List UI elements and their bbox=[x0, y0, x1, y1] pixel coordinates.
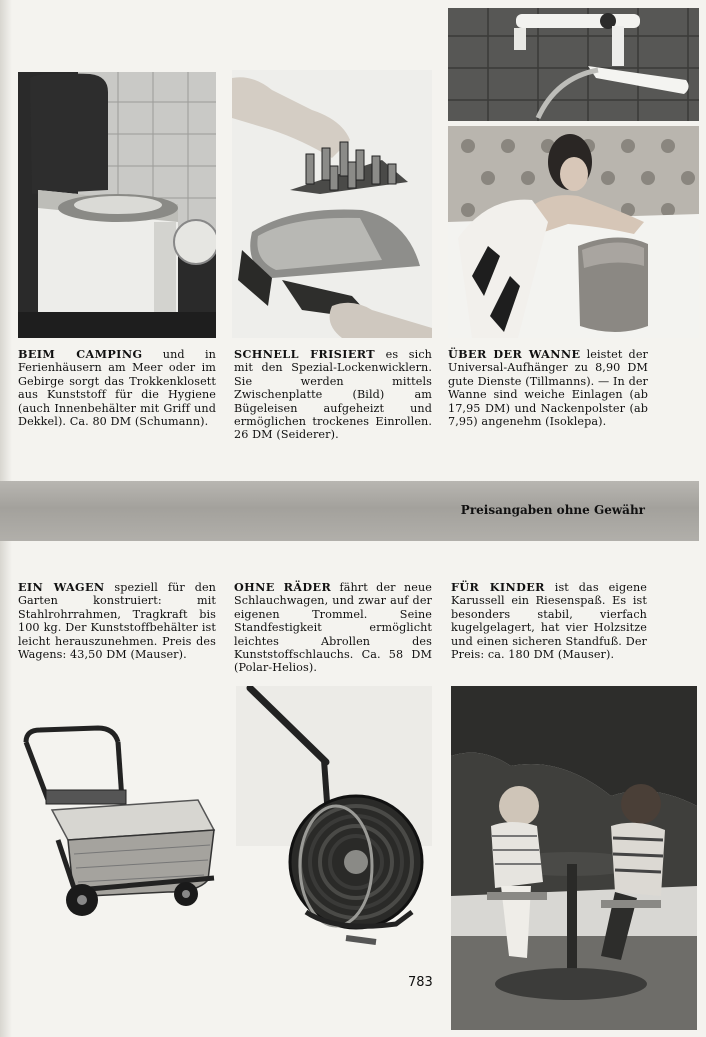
caption-frisiert bbox=[234, 348, 432, 442]
price-disclaimer-banner bbox=[0, 481, 699, 541]
banner-text: Preisangaben ohne Gewähr bbox=[460, 503, 645, 517]
caption-body: speziell für den Garten konstruiert: mit Stahlrohrrahmen, Tragkraft bis 100 kg. Der Kunststoffbehälter ist leicht herauszunehmen. Preis des Wagens: 43,50 DM (Mauser). bbox=[18, 581, 216, 662]
caption-body: es sich mit den Spezial-Lockenwicklern. Sie werden mittels Zwischenplatte (Bild) am Bügeleisen aufgeheizt und ermöglichen trockenes Einrollen. 26 DM (Seiderer). bbox=[234, 348, 432, 442]
caption-wagen bbox=[18, 581, 216, 661]
caption-heading: OHNE RÄDER bbox=[234, 580, 332, 594]
photo-woman-bathtub bbox=[448, 126, 699, 338]
photo-wall-hanger bbox=[448, 8, 699, 121]
caption-body: fährt der neue Schlauchwagen, und zwar auf der eigenen Trommel. Seine Standfestigkeit ermöglicht leichtes Abrollen des Kunststoffschlauchs. Ca. 58 DM (Polar-Helios). bbox=[234, 581, 433, 675]
caption-wanne bbox=[448, 348, 648, 428]
photo-curler-iron bbox=[232, 70, 432, 338]
caption-body: und in Ferienhäusern am Meer oder im Gebirge sorgt das Trokkenklosett aus Kunststoff für die Hygiene (auch Innenbehälter mit Griff und Dekkel). Ca. 80 DM (Schumann). bbox=[18, 348, 216, 429]
caption-heading: SCHNELL FRISIERT bbox=[234, 347, 376, 361]
caption-camping bbox=[18, 348, 216, 428]
caption-heading: ÜBER DER WANNE bbox=[448, 347, 581, 361]
photo-garden-cart bbox=[18, 690, 218, 930]
caption-heading: EIN WAGEN bbox=[18, 580, 105, 594]
caption-heading: FÜR KINDER bbox=[451, 580, 545, 594]
photo-camping-toilet bbox=[18, 72, 216, 338]
photo-children-carousel bbox=[451, 686, 697, 1030]
caption-kinder bbox=[451, 581, 647, 661]
caption-body: leistet der Universal-Aufhänger zu 8,90 DM gute Dienste (Tillmanns). — In der Wanne sind weiche Einlagen (ab 17,95 DM) und Nackenpolster (ab 7,95) angenehm (Isoklepa). bbox=[448, 348, 648, 429]
page-number: 783 bbox=[408, 975, 433, 990]
photo-hose-reel bbox=[236, 686, 432, 954]
caption-raeder bbox=[234, 581, 432, 675]
caption-heading: BEIM CAMPING bbox=[18, 347, 143, 361]
caption-body: ist das eigene Karussell ein Riesenspaß. Es ist besonders stabil, vierfach kugelgelagert, hat vier Holzsitze und einen sicheren Standfuß. Der Preis: ca. 180 DM (Mauser). bbox=[451, 581, 647, 662]
